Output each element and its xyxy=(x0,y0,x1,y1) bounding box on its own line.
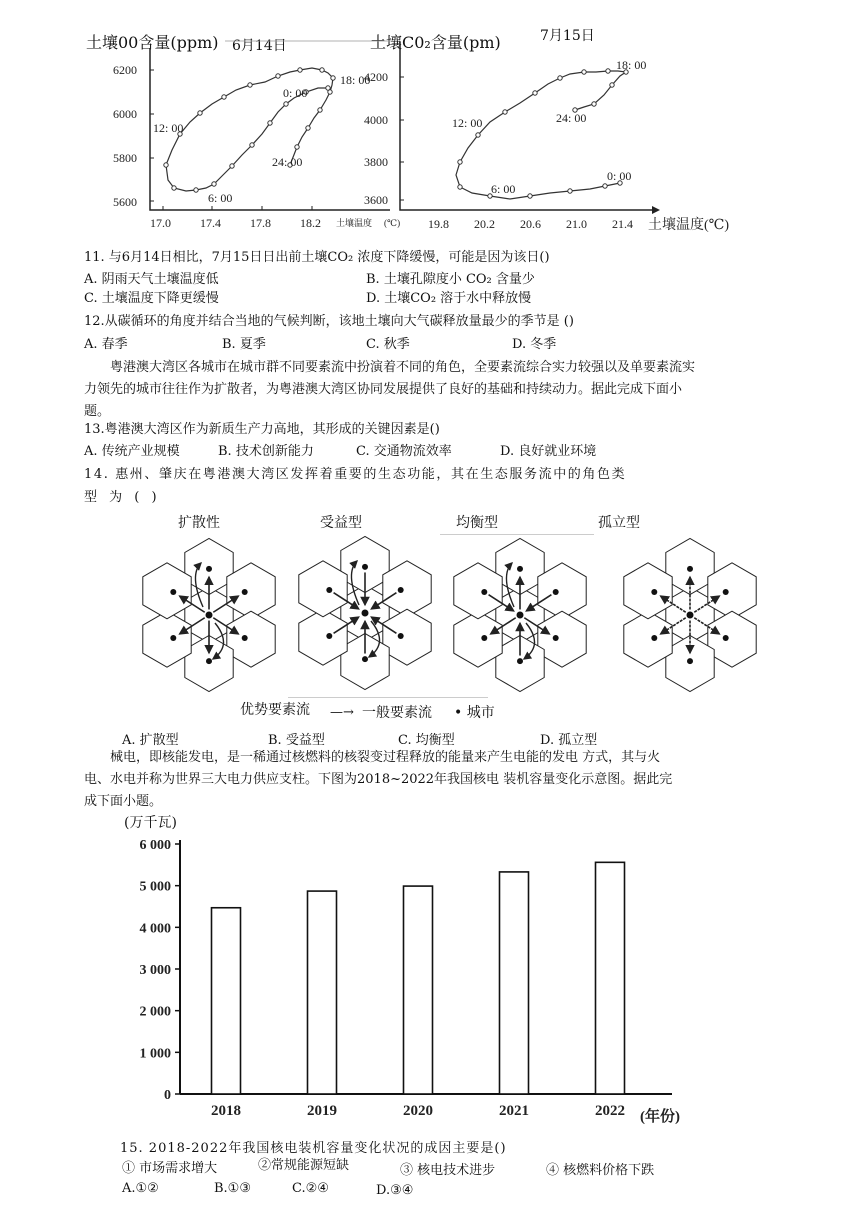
x-tick-label: 2021 xyxy=(499,1103,529,1119)
y-tick-label: 1 000 xyxy=(139,1046,171,1062)
q12-option-c: C. 秋季 xyxy=(366,337,410,352)
right-yticks xyxy=(364,70,404,207)
right-loop-curve xyxy=(456,71,626,199)
q15-item-3: ③ 核电技术进步 xyxy=(400,1163,496,1178)
q11-option-b: B. 土壤孔隙度小 CO₂ 含量少 xyxy=(366,272,535,287)
left-ytick: 5800 xyxy=(113,151,137,165)
right-ytick: 3600 xyxy=(364,193,388,207)
city-dot xyxy=(723,589,729,595)
diagram-label-diffusive: 扩散性 xyxy=(178,515,220,531)
right-xlabel: 土壤温度(℃) xyxy=(648,218,729,233)
x-tick-label: 2018 xyxy=(211,1103,241,1119)
hex-cell xyxy=(538,563,586,619)
q12-stem: 12.从碳循环的角度并结合当地的气候判断，该地土壤向大气碳释放量最少的季节是 () xyxy=(84,314,574,329)
q11-option-d: D. 土壤CO₂ 溶于水中释放慢 xyxy=(366,291,532,306)
q12-option-b: B. 夏季 xyxy=(222,337,266,352)
hex-cell xyxy=(143,563,191,619)
legend-city: • 城市 xyxy=(454,705,495,721)
left-annotation: 0: 00 xyxy=(283,86,308,100)
q14-option-d: D. 孤立型 xyxy=(540,733,598,748)
q13-option-a: A. 传统产业规模 xyxy=(84,444,180,459)
diagram-label-balanced: 均衡型 xyxy=(456,515,498,531)
right-xticks xyxy=(428,216,729,233)
city-dot xyxy=(517,612,524,619)
left-annotation: 6: 00 xyxy=(208,191,233,205)
y-tick-label: 5 000 xyxy=(139,879,171,895)
flow-diagram-diffusive xyxy=(143,539,275,692)
passage-greater-bay-area: 粤港澳大湾区各城市在城市群不同要素流中扮演着不同的角色，全要素流综合实力较强以及单要素流实力领先的城市往往作为扩散者，为粤港澳大湾区协同发展提供了良好的基础和持续动力。据此完成下面小题。 xyxy=(84,360,696,419)
city-dot xyxy=(553,589,559,595)
right-ytick: 3800 xyxy=(364,155,388,169)
y-tick-label: 4 000 xyxy=(139,921,171,937)
right-xtick: 20.6 xyxy=(520,217,541,231)
q15-option-b: B.①③ xyxy=(214,1181,251,1196)
right-annotation: 0: 00 xyxy=(607,169,632,183)
right-annotation: 24: 00 xyxy=(556,111,587,125)
city-dot xyxy=(170,589,176,595)
hex-cell xyxy=(624,563,672,619)
city-dot xyxy=(687,658,693,664)
right-annotation: 18: 00 xyxy=(616,58,647,72)
top-right-title: 土壤C0₂含量(pm) xyxy=(370,33,501,52)
q12-option-d: D. 冬季 xyxy=(512,337,557,352)
flow-diagram-beneficiary xyxy=(299,537,431,690)
y-tick-label: 6 000 xyxy=(139,838,171,853)
q14-stem-line2: 型 为 ( ) xyxy=(84,490,161,505)
x-tick-label: 2019 xyxy=(307,1103,337,1119)
top-left-date: 6月14日 xyxy=(232,38,287,54)
left-ytick: 5600 xyxy=(113,195,137,209)
city-dot xyxy=(206,658,212,664)
city-dot xyxy=(362,564,368,570)
city-dot xyxy=(481,589,487,595)
right-annotation: 12: 00 xyxy=(452,116,483,130)
q13-option-c: C. 交通物流效率 xyxy=(356,444,452,459)
left-annotation: 24: 00 xyxy=(272,155,303,169)
city-dot xyxy=(517,658,523,664)
left-xunit: (℃) xyxy=(384,218,401,228)
left-xtick: 18.2 xyxy=(300,216,321,230)
right-xtick: 20.2 xyxy=(474,217,495,231)
q14-option-a: A. 扩散型 xyxy=(122,733,179,748)
x-axis-label: (年份) xyxy=(640,1109,680,1125)
flow-diagram-isolated xyxy=(624,539,756,692)
city-dot xyxy=(481,635,487,641)
hex-cell xyxy=(708,611,756,667)
city-dot xyxy=(398,587,404,593)
left-xtick: 17.0 xyxy=(150,216,171,230)
q15-item-2: ②常规能源短缺 xyxy=(258,1158,350,1173)
legend-divider xyxy=(288,697,488,698)
q13-stem: 13.粤港澳大湾区作为新质生产力高地，其形成的关键因素是() xyxy=(84,422,440,437)
city-dot xyxy=(326,587,332,593)
q15-option-c: C.②④ xyxy=(292,1181,329,1196)
right-xtick: 19.8 xyxy=(428,217,449,231)
right-annotation: 6: 00 xyxy=(491,182,516,196)
right-xtick: 21.4 xyxy=(612,217,633,231)
legend-general-arrow-icon: —→ xyxy=(330,705,354,720)
q11-stem: 11. 与6月14日相比，7月15日日出前土壤CO₂ 浓度下降缓慢，可能是因为该日() xyxy=(84,250,550,265)
q15-option-d: D.③④ xyxy=(376,1183,414,1198)
left-annotation: 12: 00 xyxy=(153,121,184,135)
y-tick-label: 0 xyxy=(164,1088,171,1103)
city-dot xyxy=(362,656,368,662)
q11-option-c: C. 土壤温度下降更缓慢 xyxy=(84,291,219,306)
bar-chart-ylabel: (万千瓦) xyxy=(124,815,177,831)
city-dot xyxy=(517,566,523,572)
right-xtick: 21.0 xyxy=(566,217,587,231)
city-dot xyxy=(170,635,176,641)
left-xtick: 17.4 xyxy=(200,216,221,230)
hex-cell xyxy=(454,611,502,667)
q15-item-4: ④ 核燃料价格下跌 xyxy=(546,1163,655,1178)
city-dot xyxy=(687,612,694,619)
top-left-title: 土壤00含量(ppm) xyxy=(86,33,219,52)
left-annotation: 18: 00 xyxy=(340,73,371,87)
right-ytick: 4000 xyxy=(364,113,388,127)
left-ytick: 6000 xyxy=(113,107,137,121)
hex-cell xyxy=(708,563,756,619)
city-dot xyxy=(651,589,657,595)
city-dot xyxy=(553,635,559,641)
right-markers xyxy=(458,69,628,198)
legend-dominant-flow: 优势要素流 xyxy=(240,702,310,718)
nuclear-capacity-bar-chart xyxy=(0,820,860,1130)
hex-cell xyxy=(624,611,672,667)
diagram-label-isolated: 孤立型 xyxy=(598,515,640,531)
city-dot xyxy=(398,633,404,639)
bar-2019 xyxy=(308,891,337,1094)
city-dot xyxy=(687,566,693,572)
left-ytick: 6200 xyxy=(113,63,137,77)
x-tick-label: 2022 xyxy=(595,1103,625,1119)
hex-cell xyxy=(454,563,502,619)
hex-cell xyxy=(227,563,275,619)
bar-2021 xyxy=(500,872,529,1094)
flow-diagram-balanced xyxy=(454,539,586,692)
x-tick-label: 2020 xyxy=(403,1103,433,1119)
city-dot xyxy=(723,635,729,641)
city-dot xyxy=(362,610,369,617)
bar-2020 xyxy=(404,886,433,1094)
hex-cell xyxy=(227,611,275,667)
q14-option-b: B. 受益型 xyxy=(268,733,325,748)
q13-option-b: B. 技术创新能力 xyxy=(218,444,314,459)
element-flow-diagrams xyxy=(0,530,860,710)
q11-option-a: A. 阴雨天气土壤温度低 xyxy=(84,272,219,287)
y-tick-label: 2 000 xyxy=(139,1004,171,1020)
q15-stem: 15. 2018-2022年我国核电装机容量变化状况的成因主要是() xyxy=(120,1141,507,1156)
passage-nuclear-power: 械电，即核能发电，是一稀通过核燃料的核裂变过程释放的能量来产生电能的发电 方式，其与火电、水电并称为世界三大电力供应支柱。下图为2018~2022年我国核电 装机容量变化示意图。据此完成下面小题。 xyxy=(84,750,673,809)
hex-cell xyxy=(383,609,431,665)
hex-cell xyxy=(538,611,586,667)
q13-option-d: D. 良好就业环境 xyxy=(500,444,597,459)
q15-item-1: ① 市场需求增大 xyxy=(122,1161,218,1176)
city-dot xyxy=(206,612,213,619)
soil-co2-chart-june xyxy=(0,0,860,240)
hex-cell xyxy=(143,611,191,667)
top-right-date: 7月15日 xyxy=(540,28,595,44)
q15-option-a: A.①② xyxy=(122,1181,159,1196)
city-dot xyxy=(651,635,657,641)
bar-2022 xyxy=(596,862,625,1094)
y-tick-label: 3 000 xyxy=(139,963,171,978)
diagram-label-beneficiary: 受益型 xyxy=(320,515,362,531)
bar-2018 xyxy=(212,908,241,1094)
city-dot xyxy=(206,566,212,572)
left-xlabel: 土壤温度 xyxy=(336,218,373,228)
left-xtick: 17.8 xyxy=(250,216,271,230)
q14-stem-line1: 14. 惠州、肇庆在粤港澳大湾区发挥着重要的生态功能，其在生态服务流中的角色类 xyxy=(84,467,627,482)
city-dot xyxy=(242,589,248,595)
left-yticks xyxy=(113,63,154,209)
q12-option-a: A. 春季 xyxy=(84,337,128,352)
hex-cell xyxy=(299,561,347,617)
hex-cell xyxy=(299,609,347,665)
legend-general-flow: 一般要素流 xyxy=(362,705,432,721)
q14-option-c: C. 均衡型 xyxy=(398,733,455,748)
city-dot xyxy=(326,633,332,639)
left-markers xyxy=(164,68,335,192)
hex-cell xyxy=(383,561,431,617)
right-ytick: 4200 xyxy=(364,70,388,84)
city-dot xyxy=(242,635,248,641)
